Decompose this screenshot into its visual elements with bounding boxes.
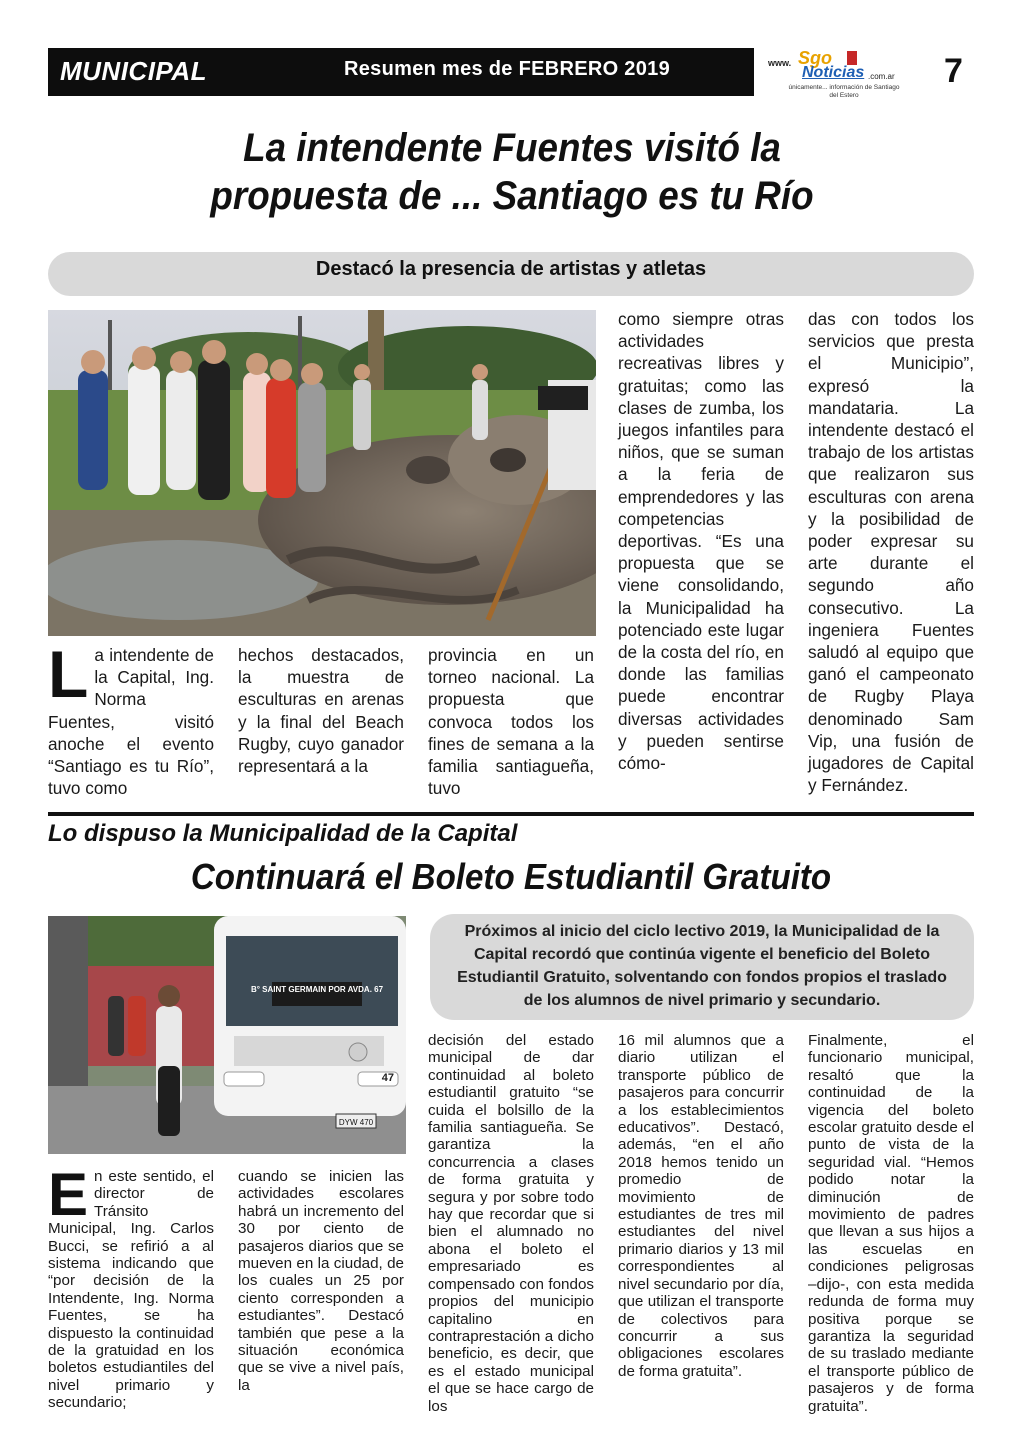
article2-column-1 bbox=[48, 1161, 214, 1412]
section-divider bbox=[48, 812, 974, 816]
headline-line-1: La intendente Fuentes visitó la bbox=[243, 126, 781, 170]
article1-column-3: provincia en un torneo nacional. La propuesta que convoca todos los fines de semana a la familia santiagueña, tuvo bbox=[428, 645, 594, 799]
article1-headline bbox=[133, 124, 891, 220]
bus-destination-sign: B° SAINT GERMAIN POR AVDA. 67 bbox=[250, 985, 384, 994]
issue-summary: Resumen mes de FEBRERO 2019 bbox=[344, 58, 671, 80]
section-name: MUNICIPAL bbox=[60, 56, 208, 86]
column-text: n este sentido, el director de Tránsito Municipal, Ing. Carlos Bucci, se refirió a al sistema indicando que “por decisión de la Intendente, Ing. Norma Fuentes, se ha dispuesto la continuidad de la gratuidad en los boletos estudiantiles del nivel primario y secundario; bbox=[48, 1168, 214, 1412]
logo-domain: .com.ar bbox=[868, 72, 895, 81]
logo-tagline: únicamente... información de Santiago del Estero bbox=[788, 84, 900, 99]
logo-brand-bottom: Noticias bbox=[802, 64, 865, 81]
article2-column-4: 16 mil alumnos que a diario utilizan el transporte público de pasajeros para concurrir a los establecimientos educativos”. Destacó, además, “en el año 2018 hemos tenido un promedio de movimiento de estudiantes de tres mil estudiantes del nivel primario diarios y 13 mil correspondientes al nivel secundario por día, que utilizan el transporte de colectivos para concurrir a sus obligaciones escolares de forma gratuita”. bbox=[618, 1032, 784, 1380]
article2-subheadline: Próximos al inicio del ciclo lectivo 2019, la Municipalidad de la Capital recordó que continúa vigente el beneficio del Boleto Estudiantil Gratuito, solventando con fondos propios el traslado de los alumnos de nivel primario y secundario. bbox=[457, 923, 947, 1009]
column-text: a intendente de la Capital, Ing. Norma Fuentes, visitó anoche el evento “Santiago es tu Río”, tuvo como bbox=[48, 645, 214, 799]
article2-column-3: decisión del estado municipal de dar continuidad al boleto estudiantil gratuito “se cuida el bolsillo de la familia santiagueña. Se garantiza la concurrencia a clases de forma gratuita y segura y por sobre todo hay que recordar que si bien el alumnado no abona el boleto el empresariado es compensado con fondos propios del municipio capitalino en contraprestación a dicho beneficio, es decir, que es el estado municipal el que se hace cargo de los bbox=[428, 1032, 594, 1415]
article2-column-2: cuando se inicien las actividades escolares habrá un incremento del 30 por ciento de pasajeros diarios que se mueven en la ciudad, de los cuales un 25 por ciento corresponden a estudiantes”. Destacó también que pese a la situación económica que se vive a nivel país, la bbox=[238, 1168, 404, 1394]
bus-illustration bbox=[48, 916, 406, 1154]
logo-brand-top: Sgo bbox=[798, 48, 832, 68]
dropcap-letter: E bbox=[48, 1161, 89, 1228]
article1-column-1 bbox=[48, 637, 214, 799]
article1-column-2: hechos destacados, la muestra de esculturas en arenas y la final del Beach Rugby, cuyo ganador representará a la bbox=[238, 645, 404, 777]
sand-sculpture-illustration bbox=[48, 310, 596, 636]
headline-line-2: propuesta de ... Santiago es tu Río bbox=[210, 174, 814, 218]
article1-subheadline: Destacó la presencia de artistas y atletas bbox=[315, 258, 707, 280]
bus-plate: DYW 470 bbox=[338, 1118, 374, 1127]
article2-kicker: Lo dispuso la Municipalidad de la Capital bbox=[48, 820, 518, 847]
sand-sculpture-photo bbox=[48, 310, 596, 636]
dropcap-letter: L bbox=[48, 637, 89, 711]
logo-www: www. bbox=[768, 58, 792, 68]
article1-column-4: como siempre otras actividades recreativas libres y gratuitas; como las clases de zumba, los juegos infantiles para niños, que se suman a la feria de emprendedores y las competencias deportivas. “Es una propuesta que se viene consolidando, la Municipalidad ha potenciado este lugar de la costa del río, en donde las familias puede encontrar diversas actividades y pueden sentirse cómo- bbox=[618, 309, 784, 774]
page-number: 7 bbox=[944, 52, 963, 90]
article2-headline: Continuará el Boleto Estudiantil Gratuito bbox=[190, 856, 832, 897]
article2-column-5: Finalmente, el funcionario municipal, resaltó que la continuidad de la vigencia del boleto escolar gratuito desde el punto de vista de la seguridad vial. “Hemos podido notar la diminución de movimiento de padres que llevan a sus hijos a las escuelas en condiciones peligrosas –dijo-, con esta medida redunda de forma muy positiva porque se garantiza la seguridad de su traslado mediante el transporte público de pasajeros y de forma gratuita”. bbox=[808, 1032, 974, 1415]
bus-number: 47 bbox=[381, 1072, 394, 1084]
article1-column-5: das con todos los servicios que presta el Municipio”, expresó la mandataria. La intendente destacó el trabajo de los artistas que realizaron sus esculturas con arena y la posibilidad de poder expresar su arte durante el segundo año consecutivo. La ingeniera Fuentes saludó al equipo que ganó el campeonato de Rugby Playa denominado Sam Vip, una fusión de jugadores de Capital y Fernández. bbox=[808, 309, 974, 796]
bus-student-photo bbox=[48, 916, 406, 1154]
sgo-noticias-logo bbox=[768, 48, 908, 108]
